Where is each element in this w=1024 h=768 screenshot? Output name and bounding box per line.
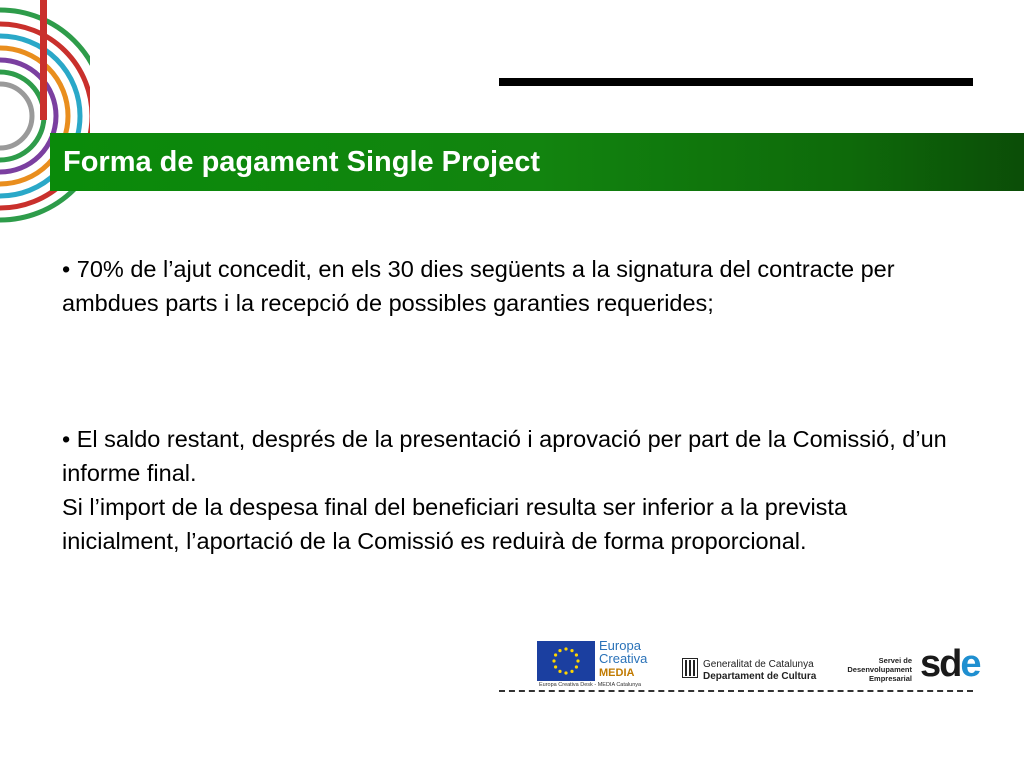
title-bar bbox=[50, 133, 1024, 191]
sde-caption-line: Empresarial bbox=[869, 674, 912, 683]
europa-text: Europa bbox=[599, 638, 641, 653]
sde-caption-line: Servei de bbox=[878, 656, 912, 665]
slide-title: Forma de pagament Single Project bbox=[63, 146, 540, 178]
creativa-text: Creativa bbox=[599, 651, 648, 666]
sde-logo-text: sd bbox=[920, 643, 961, 685]
footer-divider bbox=[499, 690, 973, 692]
bullet-text: • 70% de l’ajut concedit, en els 30 dies següents a la signatura del contracte per ambdues parts i la recepció de possibles garanties requerides; bbox=[62, 256, 895, 316]
sde-caption-line: Desenvolupament bbox=[847, 665, 912, 674]
europa-creativa-logo bbox=[599, 639, 647, 665]
media-text: MEDIA bbox=[599, 667, 635, 679]
eu-flag-icon bbox=[537, 641, 595, 681]
generalitat-emblem-icon bbox=[682, 658, 698, 678]
generalitat-text: Generalitat de Catalunya bbox=[703, 659, 814, 670]
desk-caption: Europa Creativa Desk - MEDIA Catalunya bbox=[539, 682, 642, 688]
bullet-remaining-balance bbox=[62, 422, 962, 558]
sde-logo-accent-text: e bbox=[960, 643, 980, 685]
sde-logo bbox=[920, 644, 980, 684]
bullet-first-payment bbox=[62, 252, 962, 320]
bullet-text: • El saldo restant, després de la presentació i aprovació per part de la Comissió, d’un informe final. bbox=[62, 426, 947, 486]
concentric-arcs-logo-icon bbox=[0, 0, 90, 230]
footer-logos bbox=[537, 638, 980, 690]
sde-caption bbox=[837, 656, 912, 683]
bullet-continuation-text: Si l’import de la despesa final del beneficiari resulta ser inferior a la prevista inicialment, l’aportació de la Comissió es reduirà de forma proporcional. bbox=[62, 494, 848, 554]
top-divider bbox=[499, 78, 973, 86]
departament-text: Departament de Cultura bbox=[703, 671, 817, 682]
